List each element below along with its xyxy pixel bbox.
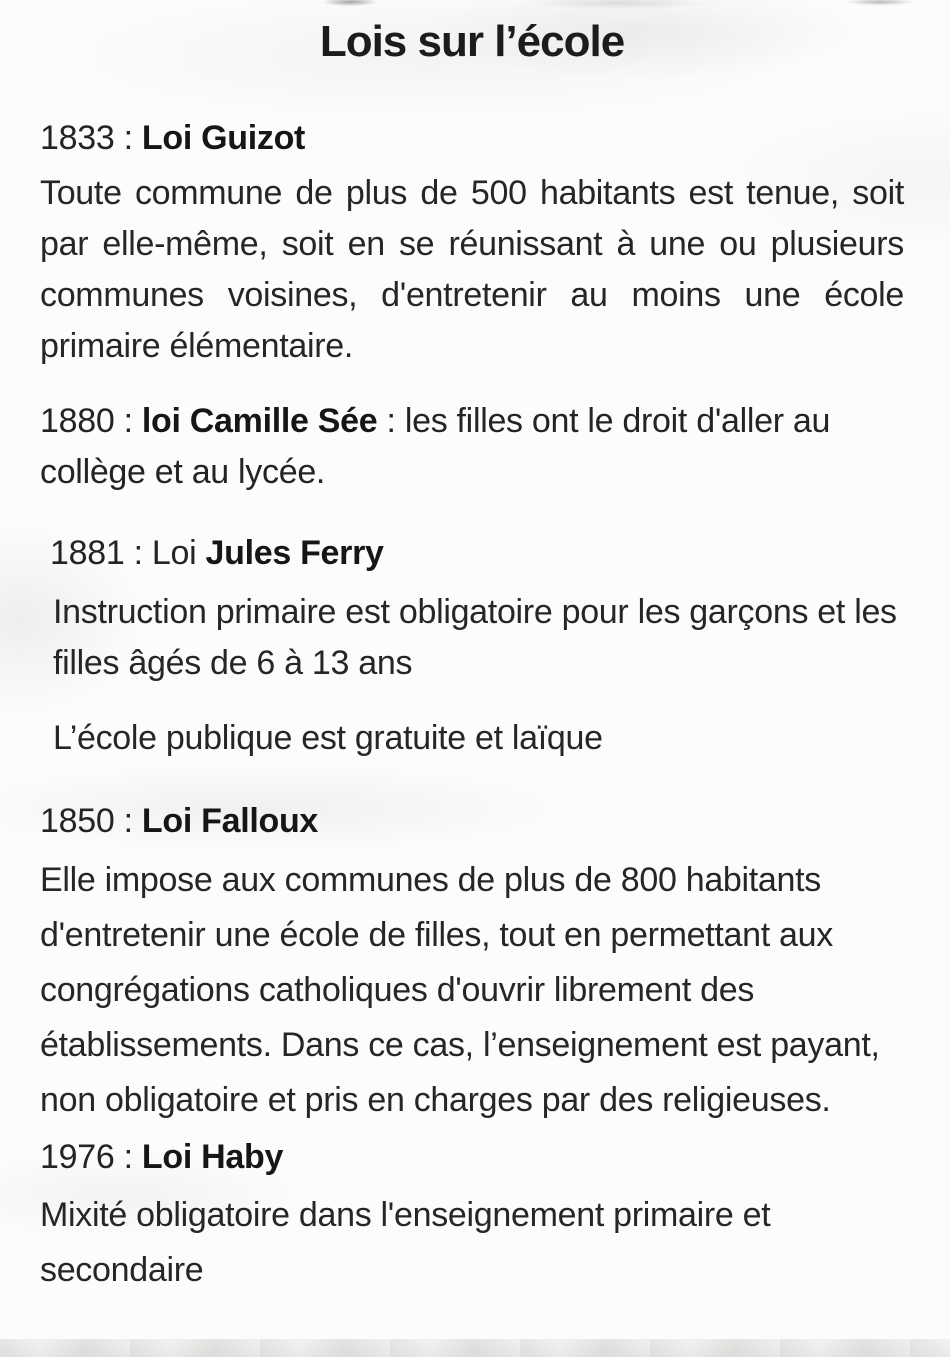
law-name: loi Camille Sée [141, 401, 378, 440]
year-label: 1976 : [40, 1137, 142, 1176]
section-heading-camille-see [40, 396, 904, 498]
year-label: 1850 : [40, 801, 142, 840]
paragraph-falloux: Elle impose aux communes de plus de 800 habitants d'entretenir une école de filles, tout en permettant aux congrégations catholiques d'ouvrir librement des établissements. Dans ce cas, l’enseignement est payant, non obligatoire et pris en charges par des religieuses. [40, 860, 880, 1119]
section-heading-falloux [40, 796, 904, 846]
law-name: Loi Guizot [141, 118, 306, 157]
page-title: Lois sur l’école [319, 17, 625, 66]
heading-suffix: : les filles ont le droit d'aller au collège et au lycée. [40, 401, 831, 491]
year-label: 1881 : Loi [50, 533, 206, 572]
law-name: Loi Falloux [141, 801, 319, 840]
section-heading-guizot [40, 113, 904, 163]
law-name: Loi Haby [141, 1137, 284, 1176]
law-name: Jules Ferry [205, 533, 384, 572]
section-heading-jules-ferry [40, 528, 904, 578]
paragraph-haby: Mixité obligatoire dans l'enseignement primaire et secondaire [40, 1195, 771, 1289]
year-label: 1833 : [40, 118, 142, 157]
paragraph-ferry-gratuite: L’école publique est gratuite et laïque [53, 718, 603, 757]
year-label: 1880 : [40, 401, 142, 440]
paragraph-ferry-obligation: Instruction primaire est obligatoire pour les garçons et les filles âgés de 6 à 13 ans [53, 592, 897, 682]
scan-artifact-bottom [0, 1339, 950, 1357]
paragraph-guizot: Toute commune de plus de 500 habitants est tenue, soit par elle-même, soit en se réunissant à une ou plusieurs communes voisines, d'entretenir au moins une école primaire élémentaire. [40, 173, 904, 365]
section-heading-haby [40, 1132, 904, 1182]
